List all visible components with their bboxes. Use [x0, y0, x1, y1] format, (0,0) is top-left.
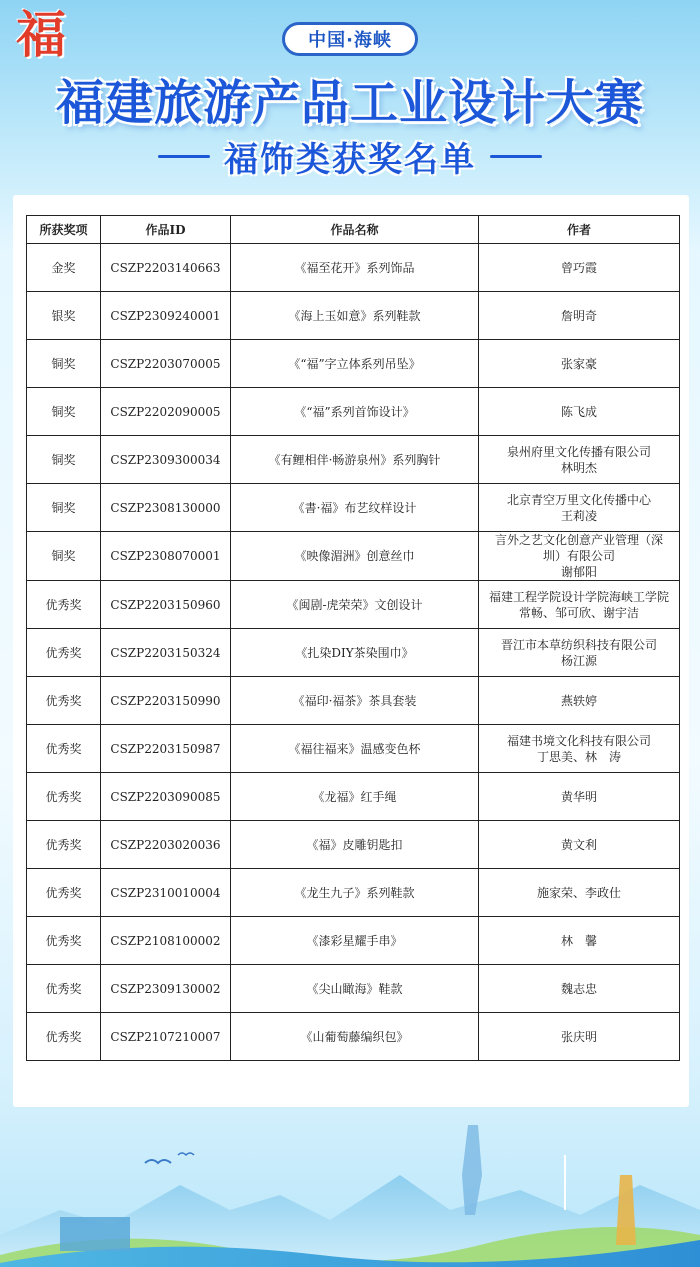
table-row: [27, 725, 680, 773]
table-row: [27, 340, 680, 388]
author-cell: [479, 532, 680, 581]
name-cell: 《山葡萄藤编织包》: [231, 1013, 479, 1061]
table-row: [27, 821, 680, 869]
author-line: 黄文利: [560, 837, 597, 852]
name-cell: 《“福”字立体系列吊坠》: [231, 340, 479, 388]
author-line: 常畅、邹可欣、谢宇洁: [518, 605, 639, 620]
author-cell: [479, 484, 680, 532]
fu-logo-icon: 福: [16, 5, 66, 64]
table-header-row: [27, 216, 680, 244]
author-cell: [479, 1013, 680, 1061]
name-cell: 《扎染DIY茶染围巾》: [231, 629, 479, 677]
author-cell: [479, 725, 680, 773]
table-row: [27, 965, 680, 1013]
name-cell: 《漆彩星耀手串》: [231, 917, 479, 965]
name-cell: 《福》皮雕钥匙扣: [231, 821, 479, 869]
column-header-name: 作品名称: [231, 216, 479, 244]
author-line: 言外之艺文化创意产业管理（深: [494, 533, 663, 547]
author-cell: [479, 244, 680, 292]
right-dash-decoration: [490, 155, 542, 158]
subtitle-row: [0, 134, 700, 178]
page-subtitle: 福饰类获奖名单: [224, 139, 476, 180]
table-row: [27, 869, 680, 917]
bird-small-shape: [178, 1153, 194, 1155]
id-cell: CSZP2203150324: [101, 629, 231, 677]
author-line: 圳）有限公司: [542, 549, 615, 563]
id-cell: CSZP2107210007: [101, 1013, 231, 1061]
name-cell: 《龙福》红手绳: [231, 773, 479, 821]
award-cell: 铜奖: [27, 388, 101, 436]
table-row: [27, 773, 680, 821]
page-title: 福建旅游产品工业设计大赛: [55, 75, 644, 131]
table-body: [27, 244, 680, 1061]
author-cell: [479, 917, 680, 965]
name-cell: 《映像湄洲》创意丝巾: [231, 532, 479, 581]
author-line: 燕轶婷: [560, 693, 597, 708]
author-line: 黄华明: [560, 789, 597, 804]
left-dash-decoration: [158, 155, 210, 158]
table-row: [27, 917, 680, 965]
name-cell: 《龙生九子》系列鞋款: [231, 869, 479, 917]
table-row: [27, 484, 680, 532]
author-cell: [479, 869, 680, 917]
table-row: [27, 244, 680, 292]
award-cell: 优秀奖: [27, 773, 101, 821]
author-line: 杨江源: [560, 653, 597, 668]
id-cell: CSZP2108100002: [101, 917, 231, 965]
table-row: [27, 581, 680, 629]
id-cell: CSZP2310010004: [101, 869, 231, 917]
id-cell: CSZP2203150987: [101, 725, 231, 773]
name-cell: 《海上玉如意》系列鞋款: [231, 292, 479, 340]
author-line: 晋江市本草纺织科技有限公司: [500, 637, 657, 652]
table-row: [27, 436, 680, 484]
name-cell: 《書·福》布艺纹样设计: [231, 484, 479, 532]
award-cell: 铜奖: [27, 532, 101, 581]
id-cell: CSZP2309130002: [101, 965, 231, 1013]
author-line: 福建工程学院设计学院海峡工学院: [488, 589, 669, 604]
author-cell: [479, 388, 680, 436]
author-line: 施家荣、李政仕: [536, 885, 621, 900]
id-cell: CSZP2308070001: [101, 532, 231, 581]
name-cell: 《福印·福茶》茶具套装: [231, 677, 479, 725]
table-row: [27, 532, 680, 581]
award-cell: 优秀奖: [27, 869, 101, 917]
column-header-award: 所获奖项: [27, 216, 101, 244]
author-cell: [479, 629, 680, 677]
author-line: 魏志忠: [560, 981, 597, 996]
id-cell: CSZP2308130000: [101, 484, 231, 532]
author-cell: [479, 436, 680, 484]
id-cell: CSZP2203150960: [101, 581, 231, 629]
building-shape: [60, 1217, 130, 1251]
author-line: 林明杰: [560, 460, 597, 475]
award-cell: 优秀奖: [27, 581, 101, 629]
pagoda-shape: [616, 1175, 636, 1245]
name-cell: 《福往福来》温感变色杯: [231, 725, 479, 773]
author-line: 丁思美、林 涛: [536, 749, 621, 764]
china-strait-badge: 中国·海峡: [282, 22, 418, 56]
award-cell: 优秀奖: [27, 725, 101, 773]
award-cell: 银奖: [27, 292, 101, 340]
name-cell: 《闽剧-虎荣荣》文创设计: [231, 581, 479, 629]
table-row: [27, 629, 680, 677]
id-cell: CSZP2309240001: [101, 292, 231, 340]
table-row: [27, 388, 680, 436]
id-cell: CSZP2203140663: [101, 244, 231, 292]
author-line: 曾巧霞: [560, 260, 597, 275]
header: [0, 0, 700, 195]
award-cell: 铜奖: [27, 340, 101, 388]
id-cell: CSZP2202090005: [101, 388, 231, 436]
name-cell: 《福至花开》系列饰品: [231, 244, 479, 292]
author-line: 林 馨: [560, 933, 597, 948]
table-row: [27, 1013, 680, 1061]
author-cell: [479, 581, 680, 629]
id-cell: CSZP2203090085: [101, 773, 231, 821]
author-line: 北京青空万里文化传播中心: [506, 492, 651, 507]
author-line: 张庆明: [560, 1029, 597, 1044]
award-cell: 优秀奖: [27, 1013, 101, 1061]
award-cell: 铜奖: [27, 484, 101, 532]
author-line: 詹明奇: [560, 308, 597, 323]
award-table: [26, 215, 680, 1061]
id-cell: CSZP2203020036: [101, 821, 231, 869]
award-cell: 优秀奖: [27, 629, 101, 677]
author-line: 陈飞成: [560, 404, 597, 419]
author-cell: [479, 340, 680, 388]
author-line: 王莉凌: [560, 508, 597, 523]
author-cell: [479, 821, 680, 869]
bird-shape: [145, 1160, 171, 1163]
author-line: 谢郁阳: [560, 565, 597, 579]
author-cell: [479, 965, 680, 1013]
award-cell: 优秀奖: [27, 677, 101, 725]
id-cell: CSZP2309300034: [101, 436, 231, 484]
footer-scenery: [0, 1115, 700, 1267]
table-row: [27, 292, 680, 340]
author-line: 张家豪: [560, 356, 597, 371]
award-cell: 铜奖: [27, 436, 101, 484]
landscape-illustration: [0, 1115, 700, 1267]
author-cell: [479, 292, 680, 340]
id-cell: CSZP2203150990: [101, 677, 231, 725]
award-cell: 优秀奖: [27, 965, 101, 1013]
author-line: 福建书境文化科技有限公司: [506, 733, 651, 748]
author-cell: [479, 677, 680, 725]
column-header-id: 作品ID: [101, 216, 231, 244]
name-cell: 《有鲤相伴·畅游泉州》系列胸针: [231, 436, 479, 484]
table-row: [27, 677, 680, 725]
award-cell: 金奖: [27, 244, 101, 292]
name-cell: 《“福”系列首饰设计》: [231, 388, 479, 436]
award-cell: 优秀奖: [27, 821, 101, 869]
award-cell: 优秀奖: [27, 917, 101, 965]
column-header-author: 作者: [479, 216, 680, 244]
name-cell: 《尖山瞰海》鞋款: [231, 965, 479, 1013]
author-cell: [479, 773, 680, 821]
statue-shape: [462, 1125, 482, 1215]
award-list-card: [13, 195, 689, 1107]
id-cell: CSZP2203070005: [101, 340, 231, 388]
author-line: 泉州府里文化传播有限公司: [506, 444, 651, 459]
